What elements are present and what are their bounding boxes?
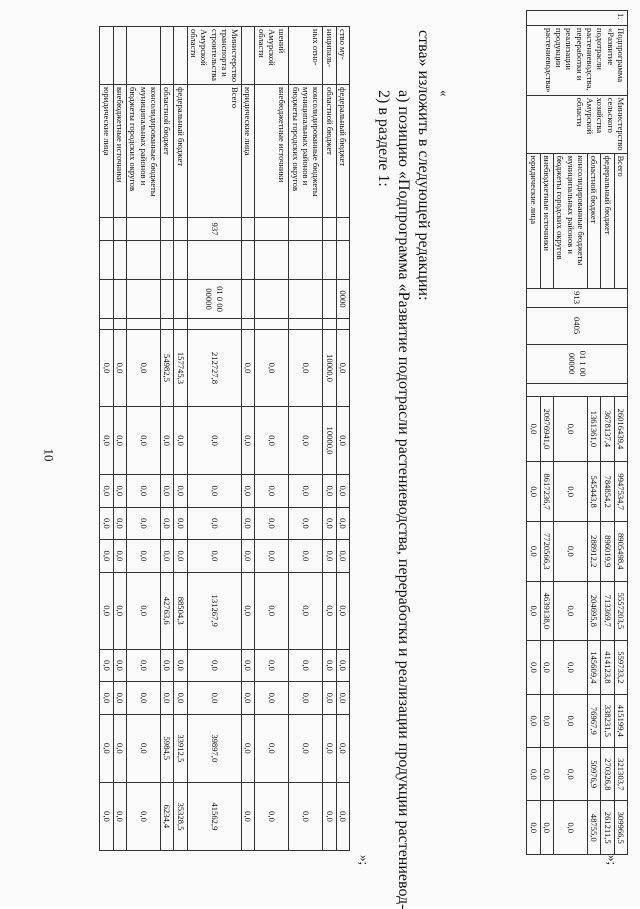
ministry-cell: ство му- — [336, 27, 349, 85]
ministry-cell: ных отно- — [289, 27, 323, 85]
amount-cell: 414123,8 — [601, 641, 614, 694]
amount-cell: 0,0 — [161, 406, 174, 474]
amount-cell: 0,0 — [127, 782, 161, 850]
amount-cell: 3678137,4 — [601, 396, 614, 462]
amount-cell: 559733,2 — [614, 641, 627, 694]
amount-cell: 784854,2 — [601, 462, 614, 522]
section-item-a-continuation: ства» изложить в следующей редакции: — [415, 30, 432, 301]
rzpr-code-cell: 0405 — [527, 307, 628, 344]
csr-code-cell — [174, 280, 187, 319]
top-table-closing-quote: »; — [357, 855, 372, 866]
amount-cell: 0,0 — [100, 682, 113, 715]
amount-cell: 0,0 — [100, 330, 113, 407]
grbs-code-cell — [336, 218, 349, 241]
amount-cell: 0,0 — [323, 649, 336, 682]
amount-cell: 5557203,5 — [614, 581, 627, 641]
vr-code-cell — [127, 319, 161, 330]
amount-cell: 0,0 — [255, 475, 289, 508]
grbs-code-cell — [161, 218, 174, 241]
amount-cell: 0,0 — [174, 406, 187, 474]
table-row — [289, 27, 323, 851]
amount-cell: 0,0 — [289, 682, 323, 715]
rzpr-code-cell — [323, 241, 336, 280]
section-heading: 2) в разделе 1: — [375, 90, 392, 187]
amount-cell: 35328,5 — [174, 782, 187, 850]
amount-cell: 0,0 — [336, 406, 349, 474]
grbs-code-cell: 937 — [187, 218, 242, 241]
amount-cell: 0,0 — [113, 475, 126, 508]
amount-cell: 4639138,0 — [540, 581, 553, 641]
amount-cell: 0,0 — [554, 581, 588, 641]
amount-cell: 0,0 — [289, 572, 323, 649]
amount-cell: 0,0 — [242, 330, 255, 407]
amount-cell: 0,0 — [255, 649, 289, 682]
funding-source-cell: Всего — [187, 85, 242, 218]
amount-cell: 54982,5 — [161, 330, 174, 407]
amount-cell: 0,0 — [242, 782, 255, 850]
amount-cell: 0,0 — [336, 682, 349, 715]
amount-cell: 20976941,0 — [540, 396, 553, 462]
amount-cell: 10000,0 — [323, 406, 336, 474]
grbs-code-cell: 913 — [527, 288, 628, 307]
opening-quote-mark: « — [437, 90, 452, 97]
amount-cell: 8905498,4 — [614, 521, 627, 581]
amount-cell: 0,0 — [174, 649, 187, 682]
amount-cell: 7720566,3 — [540, 521, 553, 581]
csr-code-cell — [127, 280, 161, 319]
csr-code-cell: 0000 — [336, 280, 349, 319]
amount-cell: 0,0 — [161, 475, 174, 508]
amount-cell: 0,0 — [113, 507, 126, 540]
amount-cell: 33912,5 — [174, 714, 187, 782]
amount-cell: 415199,4 — [614, 694, 627, 747]
amount-cell: 0,0 — [242, 682, 255, 715]
amount-cell: 0,0 — [527, 521, 540, 581]
amount-cell: 0,0 — [336, 782, 349, 850]
vr-code-cell — [100, 319, 113, 330]
amount-cell: 0,0 — [100, 649, 113, 682]
vr-code-cell — [113, 319, 126, 330]
amount-cell: 204695,8 — [588, 581, 601, 641]
amount-cell: 0,0 — [323, 782, 336, 850]
vr-code-cell — [187, 319, 242, 330]
row-number-cell: 1. — [527, 11, 628, 26]
amount-cell: 48755,0 — [588, 801, 601, 855]
amount-cell: 0,0 — [336, 507, 349, 540]
vr-code-cell — [336, 319, 349, 330]
amount-cell: 270326,8 — [601, 748, 614, 801]
amount-cell: 0,0 — [242, 714, 255, 782]
amount-cell: 9947534,7 — [614, 462, 627, 522]
csr-code-cell — [323, 280, 336, 319]
amount-cell: 0,0 — [527, 462, 540, 522]
rzpr-code-cell — [174, 241, 187, 280]
amount-cell: 0,0 — [289, 330, 323, 407]
amount-cell: 0,0 — [255, 782, 289, 850]
amount-cell: 0,0 — [255, 572, 289, 649]
amount-cell: 0,0 — [113, 649, 126, 682]
amount-cell: 0,0 — [242, 406, 255, 474]
amount-cell: 0,0 — [289, 540, 323, 573]
amount-cell: 0,0 — [100, 540, 113, 573]
amount-cell: 321303,7 — [614, 748, 627, 801]
ministry-cell — [127, 27, 161, 85]
csr-code-cell — [255, 280, 289, 319]
subprogram-name-cell: Подпрограмма «Развитие подотрасли растениеводства, переработки и реализации продукции растениеводства» — [527, 26, 628, 96]
funding-source-cell: консолидированные бюджеты муниципальных районов и бюджеты городских округов — [127, 85, 161, 218]
bottom-table-closing-quote: »; — [605, 855, 620, 866]
amount-cell: 145609,4 — [588, 641, 601, 694]
grbs-code-cell — [113, 218, 126, 241]
section-item-a: а) позицию «Подпрограмма «Развитие подотрасли растениеводства, переработки и реализации продукции растениевод- — [395, 90, 412, 909]
amount-cell: 0,0 — [554, 521, 588, 581]
amount-cell: 0,0 — [255, 682, 289, 715]
amount-cell: 0,0 — [323, 540, 336, 573]
rzpr-code-cell — [255, 241, 289, 280]
ministry-funding-table — [99, 26, 350, 851]
amount-cell: 0,0 — [187, 540, 242, 573]
amount-cell: 0,0 — [255, 406, 289, 474]
vr-code-cell — [289, 319, 323, 330]
table-row — [187, 27, 242, 851]
amount-cell: 338231,5 — [601, 694, 614, 747]
grbs-code-cell — [323, 218, 336, 241]
ministry-cell — [161, 27, 174, 85]
ministry-cell: шений Амурской области — [255, 27, 289, 85]
amount-cell: 0,0 — [113, 572, 126, 649]
amount-cell: 0,0 — [161, 649, 174, 682]
amount-cell: 0,0 — [242, 475, 255, 508]
funding-source-cell: федеральный бюджет — [336, 85, 349, 218]
vr-code-cell — [242, 319, 255, 330]
vr-code-cell — [323, 319, 336, 330]
funding-source-cell: областной бюджет — [323, 85, 336, 218]
amount-cell: 0,0 — [336, 540, 349, 573]
vr-code-cell — [161, 319, 174, 330]
vr-code-cell — [527, 383, 628, 396]
amount-cell: 26016439,4 — [614, 396, 627, 462]
amount-cell: 0,0 — [113, 330, 126, 407]
amount-cell: 212727,8 — [187, 330, 242, 407]
amount-cell: 0,0 — [527, 396, 540, 462]
rzpr-code-cell — [161, 241, 174, 280]
amount-cell: 157745,3 — [174, 330, 187, 407]
amount-cell: 0,0 — [242, 572, 255, 649]
amount-cell: 0,0 — [100, 475, 113, 508]
amount-cell: 0,0 — [540, 801, 553, 855]
amount-cell: 0,0 — [127, 714, 161, 782]
grbs-code-cell — [242, 218, 255, 241]
funding-source-cell: внебюджетные источники — [113, 85, 126, 218]
funding-source-cell: областной бюджет — [588, 153, 601, 288]
table-row — [255, 27, 289, 851]
amount-cell: 0,0 — [527, 694, 540, 747]
amount-cell: 0,0 — [323, 682, 336, 715]
amount-cell: 131267,9 — [187, 572, 242, 649]
amount-cell: 0,0 — [113, 782, 126, 850]
amount-cell: 0,0 — [289, 406, 323, 474]
amount-cell: 50976,9 — [588, 748, 601, 801]
funding-source-cell: юридические лица — [242, 85, 255, 218]
rzpr-code-cell — [187, 241, 242, 280]
ministry-cell — [242, 27, 255, 85]
rzpr-code-cell — [113, 241, 126, 280]
amount-cell: 0,0 — [127, 330, 161, 407]
amount-cell: 0,0 — [127, 682, 161, 715]
amount-cell: 0,0 — [161, 540, 174, 573]
amount-cell: 0,0 — [113, 682, 126, 715]
amount-cell: 288912,2 — [588, 521, 601, 581]
amount-cell: 0,0 — [554, 748, 588, 801]
funding-source-cell: юридические лица — [527, 153, 540, 288]
funding-source-cell: федеральный бюджет — [174, 85, 187, 218]
table-row — [323, 27, 336, 851]
funding-source-cell: внебюджетные источники — [540, 153, 553, 288]
amount-cell: 896019,9 — [601, 521, 614, 581]
funding-source-cell: внебюджетные источники — [255, 85, 289, 218]
amount-cell: 5984,5 — [161, 714, 174, 782]
rzpr-code-cell — [127, 241, 161, 280]
amount-cell: 0,0 — [554, 641, 588, 694]
ministry-cell: Министерство транспорта и строительства Амурской области — [187, 27, 242, 85]
page-number: 10 — [41, 448, 57, 462]
amount-cell: 0,0 — [187, 649, 242, 682]
grbs-code-cell — [255, 218, 289, 241]
ministry-cell: Министерство сельского хозяйства Амурской области — [527, 95, 628, 153]
amount-cell: 309966,5 — [614, 801, 627, 855]
table-row — [100, 27, 113, 851]
amount-cell: 0,0 — [242, 507, 255, 540]
csr-code-cell: 01 0 00 00000 — [187, 280, 242, 319]
amount-cell: 6234,4 — [161, 782, 174, 850]
amount-cell: 0,0 — [323, 572, 336, 649]
amount-cell: 0,0 — [527, 748, 540, 801]
amount-cell: 0,0 — [174, 507, 187, 540]
amount-cell: 0,0 — [323, 714, 336, 782]
amount-cell: 0,0 — [289, 714, 323, 782]
ministry-cell: ниципаль- — [323, 27, 336, 85]
amount-cell: 0,0 — [540, 748, 553, 801]
ministry-cell — [100, 27, 113, 85]
vr-code-cell — [174, 319, 187, 330]
amount-cell: 0,0 — [113, 540, 126, 573]
amount-cell: 41562,9 — [187, 782, 242, 850]
csr-code-cell — [161, 280, 174, 319]
rzpr-code-cell — [242, 241, 255, 280]
amount-cell: 713369,7 — [601, 581, 614, 641]
amount-cell: 0,0 — [242, 540, 255, 573]
funding-source-cell: юридические лица — [100, 85, 113, 218]
grbs-code-cell — [289, 218, 323, 241]
csr-code-cell — [242, 280, 255, 319]
ministry-cell — [174, 27, 187, 85]
csr-code-cell — [289, 280, 323, 319]
amount-cell: 0,0 — [100, 782, 113, 850]
amount-cell: 8617236,7 — [540, 462, 553, 522]
subprogram-funding-table — [527, 10, 629, 855]
amount-cell: 0,0 — [554, 801, 588, 855]
amount-cell: 0,0 — [554, 694, 588, 747]
amount-cell: 0,0 — [242, 649, 255, 682]
table-row — [336, 27, 349, 851]
amount-cell: 0,0 — [187, 406, 242, 474]
amount-cell: 0,0 — [127, 507, 161, 540]
amount-cell: 0,0 — [187, 682, 242, 715]
funding-source-cell: консолидированные бюджеты муниципальных районов и бюджеты городских округов — [289, 85, 323, 218]
rzpr-code-cell — [336, 241, 349, 280]
amount-cell: 0,0 — [187, 475, 242, 508]
amount-cell: 0,0 — [174, 475, 187, 508]
table-row — [242, 27, 255, 851]
amount-cell: 0,0 — [336, 475, 349, 508]
amount-cell: 545443,8 — [588, 462, 601, 522]
amount-cell: 42763,6 — [161, 572, 174, 649]
vr-code-cell — [255, 319, 289, 330]
amount-cell: 0,0 — [255, 330, 289, 407]
amount-cell: 0,0 — [127, 540, 161, 573]
amount-cell: 0,0 — [540, 641, 553, 694]
amount-cell: 0,0 — [336, 572, 349, 649]
table-row — [127, 27, 161, 851]
amount-cell: 0,0 — [289, 475, 323, 508]
funding-source-cell: областной бюджет — [161, 85, 174, 218]
amount-cell: 0,0 — [540, 694, 553, 747]
amount-cell: 0,0 — [527, 801, 540, 855]
amount-cell: 39897,0 — [187, 714, 242, 782]
amount-cell: 0,0 — [255, 714, 289, 782]
amount-cell: 0,0 — [100, 714, 113, 782]
rzpr-code-cell — [289, 241, 323, 280]
amount-cell: 88504,3 — [174, 572, 187, 649]
amount-cell: 0,0 — [113, 406, 126, 474]
rzpr-code-cell — [100, 241, 113, 280]
amount-cell: 0,0 — [289, 782, 323, 850]
amount-cell: 0,0 — [527, 641, 540, 694]
table-row — [174, 27, 187, 851]
csr-code-cell — [100, 280, 113, 319]
amount-cell: 0,0 — [161, 507, 174, 540]
amount-cell: 0,0 — [323, 507, 336, 540]
amount-cell: 0,0 — [255, 540, 289, 573]
amount-cell: 0,0 — [336, 330, 349, 407]
amount-cell: 0,0 — [127, 649, 161, 682]
amount-cell: 0,0 — [174, 540, 187, 573]
amount-cell: 0,0 — [289, 649, 323, 682]
amount-cell: 0,0 — [527, 581, 540, 641]
amount-cell: 0,0 — [289, 507, 323, 540]
csr-code-cell — [113, 280, 126, 319]
amount-cell: 1361361,0 — [588, 396, 601, 462]
amount-cell: 0,0 — [127, 475, 161, 508]
funding-source-cell: консолидированные бюджеты муниципальных районов и бюджеты городских округов — [554, 153, 588, 288]
amount-cell: 0,0 — [174, 682, 187, 715]
amount-cell: 0,0 — [554, 462, 588, 522]
grbs-code-cell — [127, 218, 161, 241]
amount-cell: 0,0 — [187, 507, 242, 540]
funding-source-cell: Всего — [614, 153, 627, 288]
table-row — [614, 11, 627, 855]
amount-cell: 0,0 — [100, 406, 113, 474]
amount-cell: 76967,9 — [588, 694, 601, 747]
amount-cell: 0,0 — [336, 649, 349, 682]
grbs-code-cell — [100, 218, 113, 241]
amount-cell: 0,0 — [127, 406, 161, 474]
amount-cell: 0,0 — [161, 682, 174, 715]
amount-cell: 10000,0 — [323, 330, 336, 407]
csr-code-cell: 01 1 00 00000 — [527, 344, 628, 383]
funding-source-cell: федеральный бюджет — [601, 153, 614, 288]
amount-cell: 0,0 — [323, 475, 336, 508]
table-row — [161, 27, 174, 851]
amount-cell: 261211,5 — [601, 801, 614, 855]
amount-cell: 0,0 — [127, 572, 161, 649]
ministry-cell — [113, 27, 126, 85]
amount-cell: 0,0 — [100, 572, 113, 649]
amount-cell: 0,0 — [255, 507, 289, 540]
table-row — [113, 27, 126, 851]
grbs-code-cell — [174, 218, 187, 241]
amount-cell: 0,0 — [336, 714, 349, 782]
amount-cell: 0,0 — [554, 396, 588, 462]
amount-cell: 0,0 — [100, 507, 113, 540]
amount-cell: 0,0 — [113, 714, 126, 782]
